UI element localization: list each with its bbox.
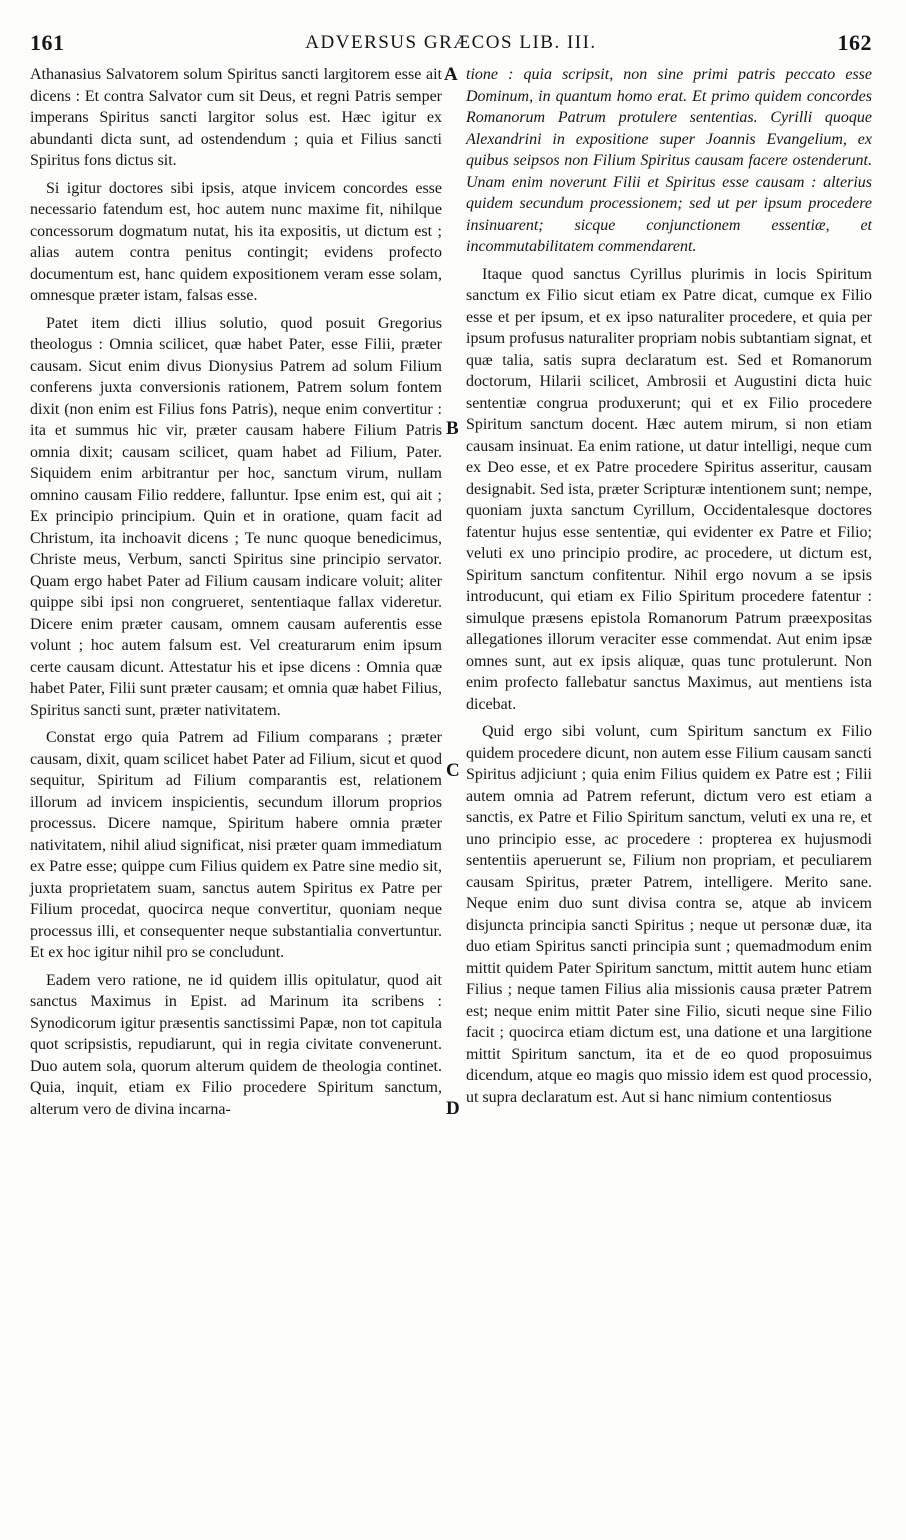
paragraph: Quid ergo sibi volunt, cum Spiritum sanctum ex Filio quidem procedere dicunt, non autem esse Filium causam sancti Spiritus adjiciunt ; quia enim Filius quidem ex Patre est ; Filii autem omnia ad Patrem referunt, dictum vero est etiam a sanctis, ex Patre et Filio Spiritum sanctum, veluti ex una re, et uno principio esse, ac procedere : propterea ex hujusmodi sententiis aperuerunt se, Filium non propriam, et peculiarem causam Spiritus, præter Patrem, intelligere. Merito sane. Neque enim duo sunt divisa contra se, atque ab invicem disjuncta principia sancti Spiritus ; neque ut personæ duæ, ita duo etiam Spiritus sancti principia sunt ; quemadmodum enim mittit quidem Pater Spiritum sanctum, mittit autem hunc etiam Filius ; neque tamen Filius alia missionis causa præter Patrem est; neque enim mittit Pater sine Filio, sicuti neque sine Filio facit ; quocirca etiam dictum est, una datione et una largitione mittit Spiritum sanctum, ita et de eo quod proposuimus dicendum, atque eo magis quo missio idem est quod processio, ut supra declaratum est. Aut si hanc nimium contentiosus <box>466 723 872 1106</box>
margin-letter-a: A <box>444 64 458 85</box>
page-header <box>30 22 872 62</box>
paragraph: Itaque quod sanctus Cyrillus plurimis in locis Spiritum sanctum ex Filio sicut etiam ex Patre dicat, cumque ex Filio esse et per ipsum, et ex ipso naturaliter procedere, et quia per ipsum profusus naturaliter propriam nobis subtantiam signat, et quæ talia, satis supra declaratum est. Sed et Romanorum doctorum, Hilarii scilicet, Ambrosii et Augustini dicta huic sententiæ congrua produxerunt; qui et ex Filio procedere Spiritum sanctum docent. Hæc autem mirum, si non etiam causam insinuat. Ea enim ratione, ut datur intelligi, neque cum ex Deo esse, et ex Patre procedere Spiritus asseritur, causam designabit. Sed ista, præter Scripturæ intentionem sunt; nempe, quoniam juxta sanctum Cyrillum, Occidentalesque doctores fatentur hujus esse sententiæ, qui evidenter ex Patre et Filio; veluti ex uno principio prodire, ac procedere, ut dictum est, Spiritum sanctum confitentur. Nihil ergo novum a se ipsis introducunt, qui etiam ex Filio Spiritum procedere fatentur : simulque præsens epistola Romanorum Patrum præexpositas allegationes illorum veraciter esse commendat. Aut enim ipsæ omnes sunt, aut ex ipsis aliquæ, quas tunc protulerunt. Non enim profecto fallebatur sanctus Maximus, aut mentiens ista dicebat. <box>466 265 872 713</box>
paragraph: Si igitur doctores sibi ipsis, atque invicem concordes esse necessario fatendum est, hoc autem nunc maxime fit, nihilque concessorum dogmatum nutat, his ita expositis, ut dictum est ; alias autem contra penitus contingit; evidens profecto documentum est, hanc quidem expositionem veram esse solam, omnesque præter istam, falsas esse. <box>30 179 442 304</box>
running-title: ADVERSUS GRÆCOS LIB. III. <box>305 32 597 53</box>
page-number-left: 161 <box>30 30 65 55</box>
margin-letter-c: C <box>446 760 460 781</box>
paragraph: Patet item dicti illius solutio, quod posuit Gregorius theologus : Omnia scilicet, quæ habet Pater, esse Filii, præter causam. Sicut enim divus Dionysius Patrem ad solum Filium conferens juxta conversionis rationem, Patrem solum fontem dixit (non enim est Filius fons Patris), neque enim convertitur : ita et summus hic vir, præter causam habere Filium Patris omnia dixit; causam scilicet, quam habet ad Filium, Pater. Siquidem enim arbitrantur per hoc, sanctum virum, nullam omnino causam Filio reddere, falluntur. Ipse enim est, qui ait ; Ex principio principium. Quin et in oratione, quam facit ad Christum, ita inchoavit dicens ; Te nunc quoque benedicimus, Christe meus, Verbum, sancti Spiritus sine principio servator. Quam ergo habet Pater ad Filium causam indicare voluit; aliter quippe sibi ipsi non congrueret, sententiaque fallax videretur. Dicere enim præter causam, omnem causam auferentis esse volunt ; hoc autem falsum est. Vel creaturarum enim ipsum certe causam dicunt. Attestatur his et ipse dicens : Omnia quæ habet Pater, Filii sunt præter causam; et omnia quæ habet Filius, Spiritus sancti sunt, præter nativitatem. <box>30 314 442 719</box>
margin-letter-b: B <box>446 418 459 439</box>
right-column <box>466 64 872 1114</box>
page-number-right: 162 <box>837 30 872 55</box>
margin-letter-d: D <box>446 1098 460 1119</box>
paragraph: Athanasius Salvatorem solum Spiritus sancti largitorem esse ait dicens : Et contra Salvator cum sit Deus, et regni Patris semper imperans Spiritus sancti largitor solus est. Hæc igitur ex abundanti dicta sunt, ad ostendendum ; quia et Filius sancti Spiritus fons dictus sit. <box>30 66 442 169</box>
paragraph: Constat ergo quia Patrem ad Filium comparans ; præter causam, dixit, quam scilicet habet Pater ad Filium, sicut et quod sequitur, Spiritum ad Filium comparantis est, relationem illorum ad invicem inspicientis, secundum illorum proprios processus. Dicere namque, Spiritum habere omnia præter nativitatem, nihil aliud significat, nisi præter quam immediatum ex Patre esse; quippe cum Filius quidem ex Patre sine medio sit, juxta proprietatem suam, sanctus autem Spiritus ex Patre per Filium procedat, quocirca neque convertitur, quoniam neque processus illi, et consequenter neque substantialia convertuntur. Et ex hoc igitur nihil pro se concludunt. <box>30 729 442 961</box>
left-column <box>30 64 442 1126</box>
paragraph: tione : quia scripsit, non sine primi patris peccato esse Dominum, in quantum homo erat. Et primo quidem concordes Romanorum Patrum protulere sententias. Cyrilli quoque Alexandrini in expositione super Joannis Evangelium, ex quibus seipsos non Filium Spiritus causam facere ostenderunt. Unam enim noverunt Filii et Spiritus esse causam : alterius quidem secundum processionem; sed ut per ipsum procedere insinuarent; sicque conjunctionem essentiæ, et incommutabilitatem commendarent. <box>466 66 872 255</box>
paragraph: Eadem vero ratione, ne id quidem illis opitulatur, quod ait sanctus Maximus in Epist. ad Marinum ita scribens : Synodicorum igitur præsentis sanctissimi Papæ, non tot capitula quot scripsistis, repudiarunt, qui in regia civitate convenerunt. Duo autem sola, quorum alterum quidem de theologia continet. Quia, inquit, etiam ex Filio procedere Spiritum sanctum, alterum vero de divina incarna- <box>30 971 442 1118</box>
